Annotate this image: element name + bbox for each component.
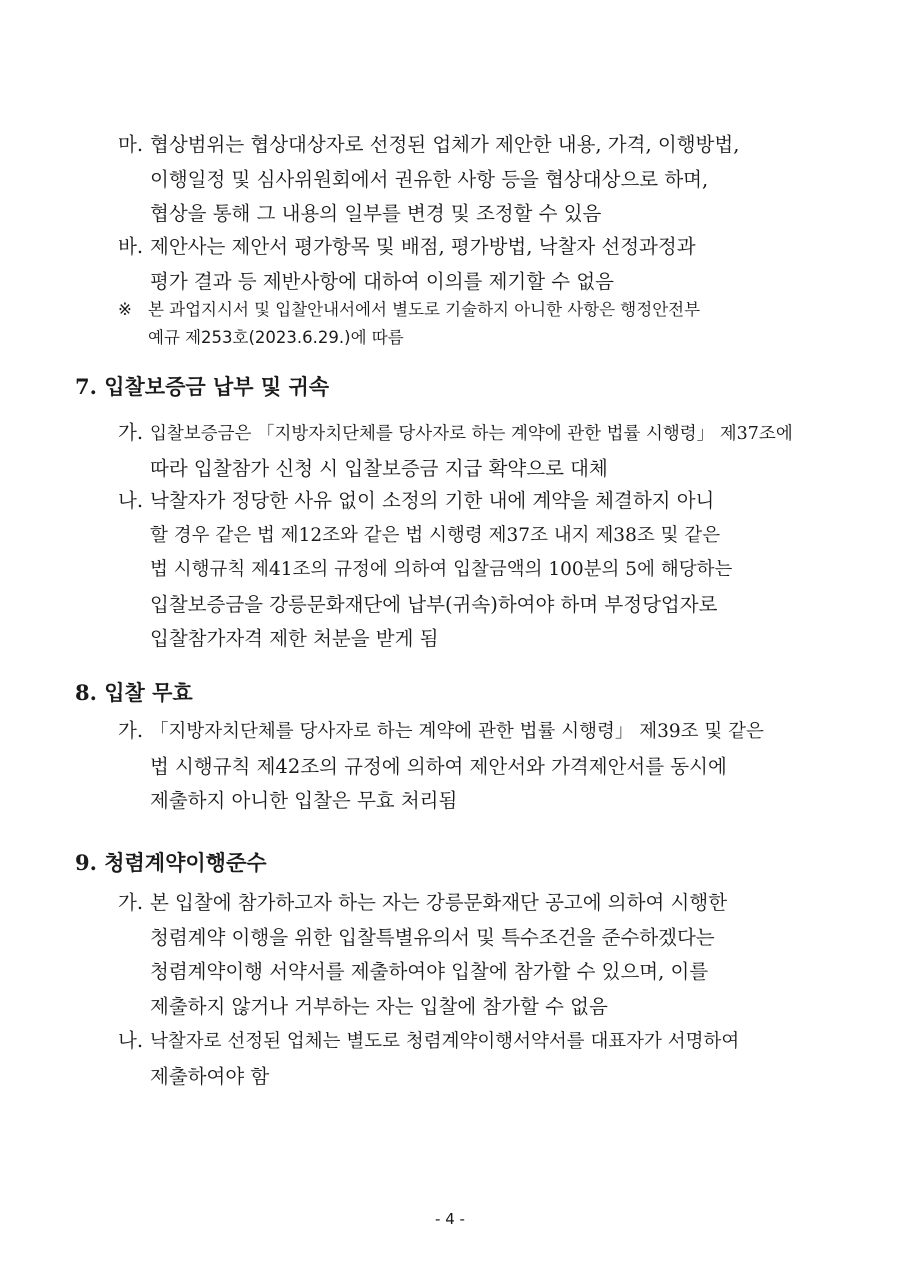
clause-line: 낙찰자로 선정된 업체는 별도로 청렴계약이행서약서를 대표자가 서명하여 <box>150 1031 740 1052</box>
note-mark: ※ <box>118 300 132 319</box>
clause-line: 「지방자치단체를 당사자로 하는 계약에 관한 법률 시행령」 제39조 및 같은 <box>150 721 764 742</box>
clause-label: 가. <box>118 891 144 914</box>
clause-line: 본 입찰에 참가하고자 하는 자는 강릉문화재단 공고에 의하여 시행한 <box>150 891 728 914</box>
section-7-clause-ga <box>118 416 806 486</box>
section-7-heading: 7. 입찰보증금 납부 및 귀속 <box>75 374 330 399</box>
clause-label: 가. <box>118 421 144 444</box>
clause-line: 법 시행규칙 제41조의 규정에 의하여 입찰금액의 100분의 5에 해당하는 <box>150 559 733 580</box>
section-8-clause-ga <box>118 714 806 819</box>
clause-line: 제안사는 제안서 평가항목 및 배점, 평가방법, 낙찰자 선정과정과 <box>150 235 696 258</box>
clause-line: 제출하여야 함 <box>150 1064 270 1088</box>
section-9-clause-ga <box>118 886 806 1024</box>
section-9-clause-na <box>118 1024 806 1094</box>
clause-label: 마. <box>118 133 144 156</box>
clause-label: 나. <box>118 1029 144 1052</box>
section-7-clause-na <box>118 484 806 657</box>
clause-label: 가. <box>118 719 144 742</box>
clause-line: 청렴계약 이행을 위한 입찰특별유의서 및 특수조건을 준수하겠다는 <box>150 925 715 949</box>
clause-line: 제출하지 아니한 입찰은 무효 처리됨 <box>150 789 458 812</box>
clause-line: 법 시행규칙 제42조의 규정에 의하여 제안서와 가격제안서를 동시에 <box>150 754 727 778</box>
clause-line: 따라 입찰참가 신청 시 입찰보증금 지급 확약으로 대체 <box>150 456 608 480</box>
clause-line: 평가 결과 등 제반사항에 대하여 이의를 제기할 수 없음 <box>150 269 615 293</box>
page-number: - 4 - <box>435 1210 465 1228</box>
clause-ma <box>118 128 806 232</box>
clause-line: 협상범위는 협상대상자로 선정된 업체가 제안한 내용, 가격, 이행방법, <box>150 133 740 156</box>
clause-line: 낙찰자가 정당한 사유 없이 소정의 기한 내에 계약을 체결하지 아니 <box>150 489 715 512</box>
clause-line: 청렴계약이행 서약서를 제출하여야 입찰에 참가할 수 있으며, 이를 <box>150 960 709 983</box>
clause-line: 입찰참가자격 제한 처분을 받게 됨 <box>150 627 439 650</box>
clause-line: 협상을 통해 그 내용의 일부를 변경 및 조정할 수 있음 <box>150 202 602 225</box>
section-8-heading: 8. 입찰 무효 <box>75 680 193 705</box>
note-line: 본 과업지시서 및 입찰안내서에서 별도로 기술하지 아니한 사항은 행정안전부 <box>148 300 701 319</box>
clause-label: 바. <box>118 235 144 258</box>
clause-label: 나. <box>118 489 144 512</box>
clause-line: 할 경우 같은 법 제12조와 같은 법 시행령 제37조 내지 제38조 및 같은 <box>150 524 721 546</box>
reference-note <box>118 296 806 352</box>
clause-line: 제출하지 않거나 거부하는 자는 입찰에 참가할 수 없음 <box>150 994 608 1018</box>
clause-ba <box>118 230 806 299</box>
section-9-heading: 9. 청렴계약이행준수 <box>75 850 267 875</box>
clause-line: 입찰보증금을 강릉문화재단에 납부(귀속)하여야 하며 부정당업자로 <box>150 592 718 616</box>
clause-line: 이행일정 및 심사위원회에서 권유한 사항 등을 협상대상으로 하며, <box>150 167 709 191</box>
clause-line: 입찰보증금은 「지방자치단체를 당사자로 하는 계약에 관한 법률 시행령」 제37조에 <box>150 424 793 444</box>
note-line: 예규 제253호(2023.6.29.)에 따름 <box>148 328 404 347</box>
